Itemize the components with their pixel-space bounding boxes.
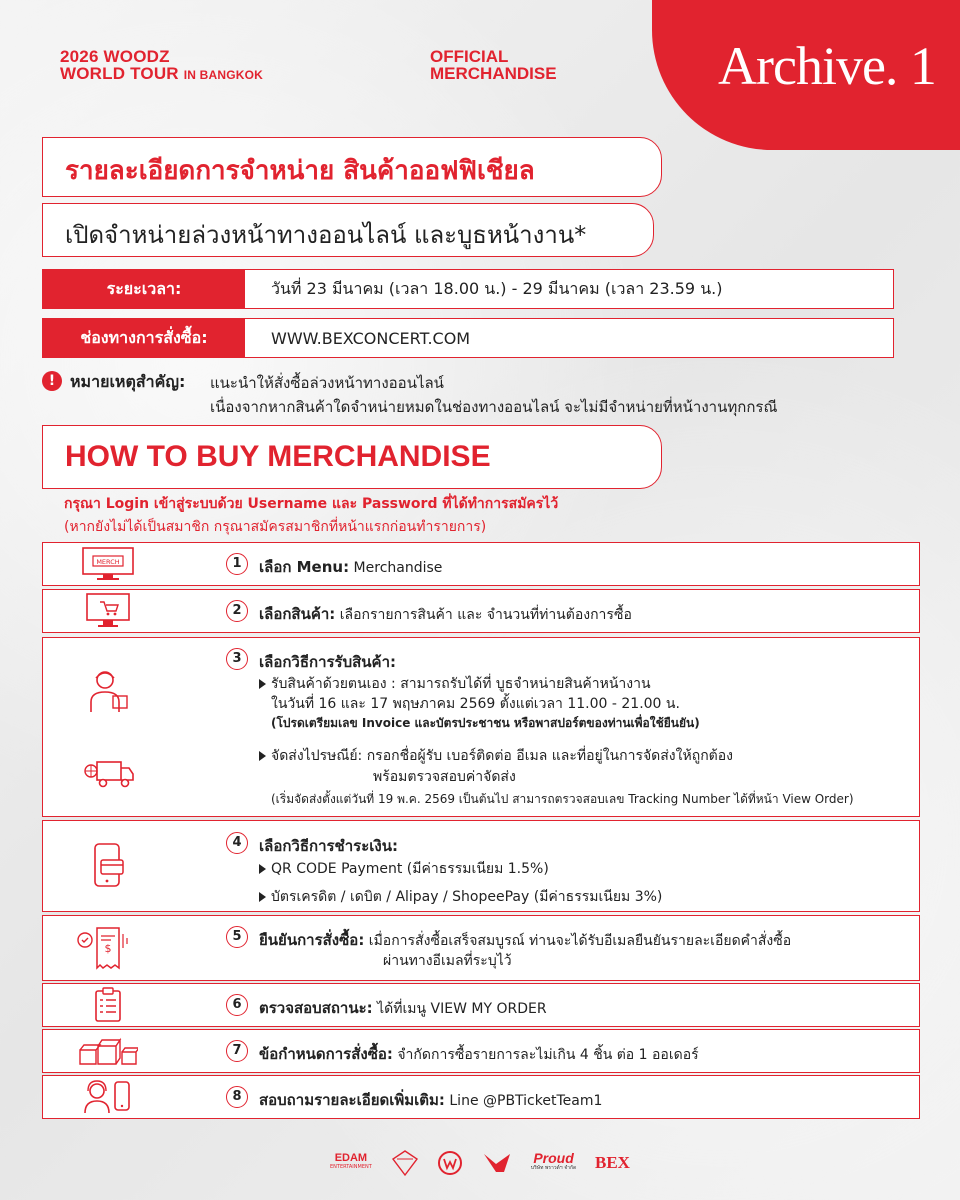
step-3-icon-cell xyxy=(43,638,173,818)
support-agent-icon xyxy=(83,1079,133,1115)
shopping-cart-monitor-icon xyxy=(83,593,133,629)
step-5-number: 5 xyxy=(226,926,248,948)
edam-logo-text: EDAM xyxy=(334,1152,368,1164)
step-4-b1: บัตรเครดิต / เดบิต / Alipay / ShopeePay (มีค่าธรรมเนียม 3%) xyxy=(271,889,663,905)
step-3-row xyxy=(42,637,920,817)
step-4-option-qr xyxy=(259,858,549,880)
receipt-confirm-icon xyxy=(75,926,141,970)
tour-title-line2a: WORLD TOUR xyxy=(60,64,184,83)
step-4-title: เลือกวิธีการชำระเงิน: xyxy=(259,837,398,855)
step-3-title: เลือกวิธีการรับสินค้า: xyxy=(259,653,396,671)
merch-icon-label: MERCH xyxy=(96,558,120,566)
tour-title-line2b: IN BANGKOK xyxy=(183,68,264,82)
step-3-a2: ในวันที่ 16 และ 17 พฤษภาคม 2569 ตั้งแต่เวลา 11.00 - 21.00 น. xyxy=(271,696,680,712)
bex-logo: BEX xyxy=(595,1153,630,1172)
edam-logo-sub: ENTERTAINMENT xyxy=(330,1164,372,1170)
merch-title xyxy=(430,48,557,82)
step-3-option-a xyxy=(259,673,651,695)
step-7-text xyxy=(259,1042,699,1066)
step-6-desc: ได้ที่เมนู VIEW MY ORDER xyxy=(377,1001,547,1017)
period-label: ระยะเวลา: xyxy=(42,269,246,309)
proud-logo xyxy=(530,1150,577,1173)
step-7-icon-cell xyxy=(43,1030,173,1072)
clipboard-checklist-icon xyxy=(93,987,123,1023)
step-1-text xyxy=(259,555,442,579)
step-4-option-card xyxy=(259,886,662,908)
edam-logo xyxy=(330,1154,372,1172)
step-5-text xyxy=(259,928,791,952)
channel-value[interactable]: WWW.BEXCONCERT.COM xyxy=(244,318,894,358)
step-4-a1: QR CODE Payment (มีค่าธรรมเนียม 1.5%) xyxy=(271,861,549,877)
tour-title xyxy=(60,48,263,84)
step-5-title: ยืนยันการสั่งซื้อ: xyxy=(259,931,365,949)
main-title-box xyxy=(42,137,662,197)
channel-label: ช่องทางการสั่งซื้อ: xyxy=(42,318,246,358)
step-8-icon-cell xyxy=(43,1076,173,1118)
login-instruction: กรุณา Login เข้าสู่ระบบด้วย Username และ Password ที่ได้ทำการสมัครไว้ xyxy=(64,496,559,512)
delivery-truck-icon xyxy=(83,758,135,790)
step-3-a3: (โปรดเตรียมเลข Invoice และบัตรประชาชน หรือพาสปอร์ตของท่านเพื่อใช้ยืนยัน) xyxy=(271,716,700,730)
y-ribbon-logo xyxy=(482,1150,512,1176)
step-3-b1: จัดส่งไปรษณีย์: กรอกชื่อผู้รับ เบอร์ติดต่อ อีเมล และที่อยู่ในการจัดส่งให้ถูกต้อง xyxy=(271,748,733,764)
arrow-right-icon xyxy=(259,679,266,689)
dollar-icon: $ xyxy=(104,942,112,955)
step-8-desc[interactable]: Line @PBTicketTeam1 xyxy=(449,1093,603,1109)
boxes-icon xyxy=(78,1036,138,1066)
step-8-text xyxy=(259,1088,602,1112)
step-5-desc-2: ผ่านทางอีเมลที่ระบุไว้ xyxy=(383,953,512,969)
merch-title-line2: MERCHANDISE xyxy=(430,64,557,83)
note-line1: แนะนำให้สั่งซื้อล่วงหน้าทางออนไลน์ xyxy=(210,374,444,392)
step-3-number: 3 xyxy=(226,648,248,670)
step-7-row xyxy=(42,1029,920,1073)
step-1-number: 1 xyxy=(226,553,248,575)
period-value: วันที่ 23 มีนาคม (เวลา 18.00 น.) - 29 มีนาคม (เวลา 23.59 น.) xyxy=(244,269,894,309)
step-6-row xyxy=(42,983,920,1027)
step-2-desc: เลือกรายการสินค้า และ จำนวนที่ท่านต้องการซื้อ xyxy=(339,607,632,623)
step-3-b3: (เริ่มจัดส่งตั้งแต่วันที่ 19 พ.ค. 2569 เป็นต้นไป สามารถตรวจสอบเลข Tracking Number ได้ที่หน้า View Order) xyxy=(271,792,854,806)
sub-title-box xyxy=(42,203,654,257)
howto-title: HOW TO BUY MERCHANDISE xyxy=(65,440,491,473)
tour-title-line1: 2026 WOODZ xyxy=(60,47,170,66)
step-3-b2: พร้อมตรวจสอบค่าจัดส่ง xyxy=(373,769,516,785)
proud-logo-sub: บริษัท พราวด์ฯ จำกัด xyxy=(530,1165,577,1171)
monitor-merch-icon xyxy=(79,547,137,581)
step-8-number: 8 xyxy=(226,1086,248,1108)
step-7-title: ข้อกำหนดการสั่งซื้อ: xyxy=(259,1045,393,1063)
step-5-desc: เมื่อการสั่งซื้อเสร็จสมบูรณ์ ท่านจะได้รับอีเมลยืนยันรายละเอียดคำสั่งซื้อ xyxy=(368,933,792,949)
sub-title: เปิดจำหน่ายล่วงหน้าทางออนไลน์ และบูธหน้างาน* xyxy=(65,221,587,249)
arrow-right-icon xyxy=(259,751,266,761)
person-pickup-icon xyxy=(85,668,131,714)
step-1-desc: Merchandise xyxy=(353,560,443,576)
main-title: รายละเอียดการจำหน่าย สินค้าออฟฟิเชียล xyxy=(65,156,535,186)
step-1-icon-cell xyxy=(43,543,173,585)
step-4-row xyxy=(42,820,920,912)
step-1-row xyxy=(42,542,920,586)
step-6-icon-cell xyxy=(43,984,173,1026)
step-4-icon-cell xyxy=(43,821,173,911)
tour-title-line2 xyxy=(60,65,263,84)
step-2-title: เลือกสินค้า: xyxy=(259,605,336,623)
step-1-title: เลือก Menu: xyxy=(259,558,350,576)
login-note: (หากยังไม่ได้เป็นสมาชิก กรุณาสมัครสมาชิกที่หน้าแรกก่อนทำรายการ) xyxy=(64,519,487,535)
archive-title: Archive. 1 xyxy=(718,36,936,96)
step-8-row xyxy=(42,1075,920,1119)
step-2-row xyxy=(42,589,920,633)
merch-title-line1: OFFICIAL xyxy=(430,47,509,66)
step-2-icon-cell xyxy=(43,590,173,632)
step-8-title: สอบถามรายละเอียดเพิ่มเติม: xyxy=(259,1091,445,1109)
step-2-text xyxy=(259,602,632,626)
note-title: หมายเหตุสำคัญ: xyxy=(70,372,186,391)
step-2-number: 2 xyxy=(226,600,248,622)
arrow-right-icon xyxy=(259,864,266,874)
proud-logo-text: Proud xyxy=(533,1150,574,1166)
step-7-desc: จำกัดการซื้อรายการละไม่เกิน 4 ชิ้น ต่อ 1 ออเดอร์ xyxy=(397,1047,699,1063)
circle-w-logo xyxy=(437,1150,463,1176)
step-6-text xyxy=(259,996,547,1020)
note-line2: เนื่องจากหากสินค้าใดจำหน่ายหมดในช่องทางออนไลน์ จะไม่มีจำหน่ายที่หน้างานทุกกรณี xyxy=(210,398,778,416)
step-6-number: 6 xyxy=(226,994,248,1016)
step-6-title: ตรวจสอบสถานะ: xyxy=(259,999,373,1017)
arrow-right-icon xyxy=(259,892,266,902)
step-4-number: 4 xyxy=(226,832,248,854)
sponsor-logos xyxy=(330,1145,630,1181)
step-5-icon-cell xyxy=(43,916,173,980)
diamond-badge-logo xyxy=(391,1149,419,1177)
howto-title-box xyxy=(42,425,662,489)
warning-icon: ! xyxy=(42,371,62,391)
step-3-option-b xyxy=(259,745,733,767)
step-5-row xyxy=(42,915,920,981)
mobile-payment-icon xyxy=(91,842,125,890)
step-7-number: 7 xyxy=(226,1040,248,1062)
step-3-a1: รับสินค้าด้วยตนเอง : สามารถรับได้ที่ บูธจำหน่ายสินค้าหน้างาน xyxy=(271,676,651,692)
